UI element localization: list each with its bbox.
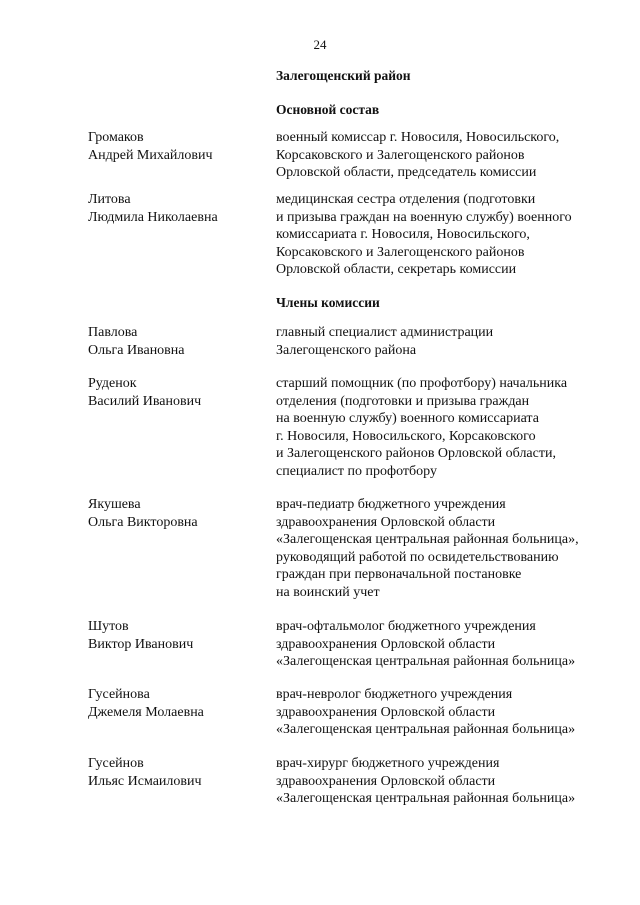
member-name xyxy=(88,755,268,790)
member-name xyxy=(88,191,268,226)
name-line: Людмила Николаевна xyxy=(88,209,218,225)
position-line: медицинская сестра отделения (подготовки xyxy=(276,192,536,207)
position-line: здравоохранения Орловской области xyxy=(276,514,496,530)
position-line: главный специалист администрации xyxy=(276,325,494,340)
name-line: Ольга Викторовна xyxy=(88,514,198,530)
position-line: на воинский учет xyxy=(276,584,380,600)
member-position xyxy=(276,375,616,481)
position-line: здравоохранения Орловской области xyxy=(276,773,496,789)
member-name xyxy=(88,496,268,531)
name-line: Джемеля Молаевна xyxy=(88,704,204,720)
position-line: здравоохранения Орловской области xyxy=(276,636,496,652)
position-line: врач-невролог бюджетного учреждения xyxy=(276,687,513,702)
member-position xyxy=(276,129,616,182)
name-line: Андрей Михайлович xyxy=(88,147,213,163)
name-line: Василий Иванович xyxy=(88,393,202,409)
member-position xyxy=(276,686,616,739)
position-line: отделения (подготовки и призыва граждан xyxy=(276,393,530,409)
position-line: врач-педиатр бюджетного учреждения xyxy=(276,497,506,512)
position-line: специалист по профотбору xyxy=(276,463,437,479)
position-line: Залегощенского района xyxy=(276,342,417,358)
position-line: на военную службу) военного комиссариата xyxy=(276,411,539,427)
position-line: и Залегощенского районов Орловской области, xyxy=(276,446,556,462)
name-line: Литова xyxy=(88,192,131,207)
position-line: и призыва граждан на военную службу) военного xyxy=(276,209,572,225)
position-line: «Залегощенская центральная районная больница» xyxy=(276,654,576,670)
position-line: врач-офтальмолог бюджетного учреждения xyxy=(276,619,536,634)
member-position xyxy=(276,324,616,359)
name-line: Якушева xyxy=(88,497,141,512)
member-name xyxy=(88,324,268,359)
name-line: Ильяс Исмаилович xyxy=(88,773,202,789)
name-line: Виктор Иванович xyxy=(88,636,194,652)
position-line: старший помощник (по профотбору) начальника xyxy=(276,376,568,391)
member-position xyxy=(276,755,616,808)
position-line: комиссариата г. Новосиля, Новосильского, xyxy=(276,227,530,243)
name-line: Громаков xyxy=(88,130,144,145)
position-line: Корсаковского и Залегощенского районов xyxy=(276,244,525,260)
name-line: Шутов xyxy=(88,619,129,634)
page-number: 24 xyxy=(313,37,327,52)
position-line: военный комиссар г. Новосиля, Новосильского, xyxy=(276,130,560,145)
position-line: Корсаковского и Залегощенского районов xyxy=(276,147,525,163)
position-line: Орловской области, секретарь комиссии xyxy=(276,262,517,278)
position-line: Орловской области, председатель комиссии xyxy=(276,165,537,181)
name-line: Ольга Ивановна xyxy=(88,342,185,358)
name-line: Гусейнов xyxy=(88,756,144,771)
members-section-title: Члены комиссии xyxy=(276,295,380,310)
position-line: «Залегощенская центральная районная больница», xyxy=(276,532,579,548)
position-line: граждан при первоначальной постановке xyxy=(276,567,522,583)
member-name xyxy=(88,129,268,164)
name-line: Павлова xyxy=(88,325,138,340)
main-section-title: Основной состав xyxy=(276,102,380,117)
position-line: «Залегощенская центральная районная больница» xyxy=(276,791,576,807)
member-position xyxy=(276,191,616,279)
name-line: Руденок xyxy=(88,376,137,391)
position-line: «Залегощенская центральная районная больница» xyxy=(276,722,576,738)
member-position xyxy=(276,496,616,602)
position-line: руководящий работой по освидетельствованию xyxy=(276,549,559,565)
member-name xyxy=(88,618,268,653)
name-line: Гусейнова xyxy=(88,687,150,702)
position-line: здравоохранения Орловской области xyxy=(276,704,496,720)
member-position xyxy=(276,618,616,671)
member-name xyxy=(88,686,268,721)
position-line: врач-хирург бюджетного учреждения xyxy=(276,756,500,771)
district-title: Залегощенский район xyxy=(276,68,411,83)
member-name xyxy=(88,375,268,410)
position-line: г. Новосиля, Новосильского, Корсаковского xyxy=(276,428,536,444)
